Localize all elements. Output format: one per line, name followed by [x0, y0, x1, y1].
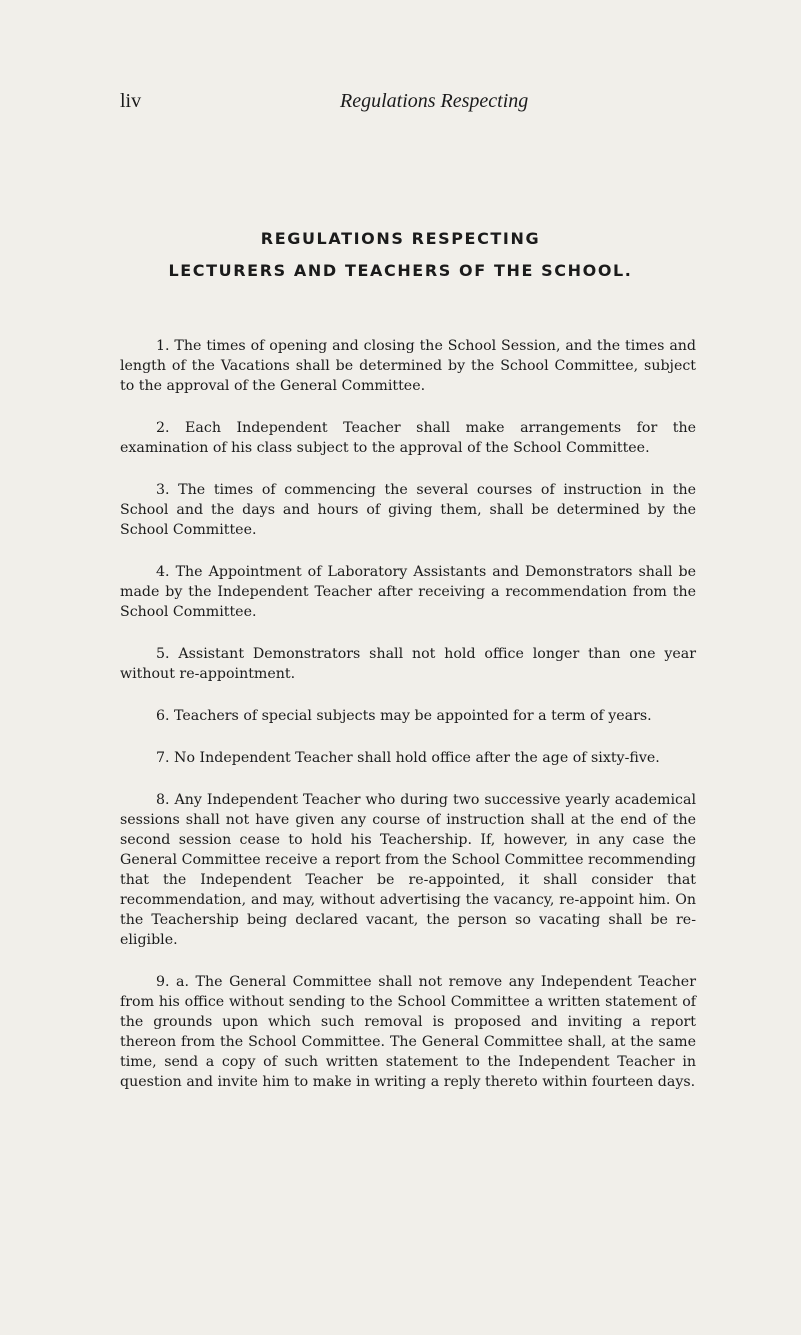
regulation-5: 5. Assistant Demonstrators shall not hold office longer than one year without re-appointment. — [120, 646, 696, 682]
regulation-4: 4. The Appointment of Laboratory Assistants and Demonstrators shall be made by the Independent Teacher after receiving a recommendation from the School Committee. — [120, 564, 696, 620]
section-title-line-1: REGULATIONS RESPECTING — [260, 229, 541, 248]
running-head — [0, 90, 801, 120]
regulation-8: 8. Any Independent Teacher who during two successive yearly academical sessions shall not have given any course of instruction shall at the end of the second session cease to hold his Teachership. If, however, in any case the General Committee receive a report from the School Committee recommending that the Independent Teacher be re-appointed, it shall consider that recommendation, and may, without advertising the vacancy, re-appoint him. On the Teachership being declared vacant, the person so vacating shall be re-eligible. — [120, 792, 696, 948]
regulation-3: 3. The times of commencing the several courses of instruction in the School and the days and hours of giving them, shall be determined by the School Committee. — [120, 482, 696, 538]
regulations-body — [120, 336, 696, 1112]
regulation-6: 6. Teachers of special subjects may be appointed for a term of years. — [156, 708, 652, 724]
regulation-1: 1. The times of opening and closing the School Session, and the times and length of the Vacations shall be determined by the School Committee, subject to the approval of the General Committee. — [120, 338, 696, 394]
running-title: Regulations Respecting — [340, 90, 529, 112]
page-number: liv — [120, 90, 142, 112]
regulation-9a: 9. a. The General Committee shall not remove any Independent Teacher from his office without sending to the School Committee a written statement of the grounds upon which such removal is proposed and inviting a report thereon from the School Committee. The General Committee shall, at the same time, send a copy of such written statement to the Independent Teacher in question and invite him to make in writing a reply thereto within fourteen days. — [120, 974, 696, 1090]
regulation-7: 7. No Independent Teacher shall hold office after the age of sixty-five. — [156, 750, 660, 766]
regulation-2: 2. Each Independent Teacher shall make arrangements for the examination of his class subject to the approval of the School Committee. — [120, 420, 696, 456]
section-title-line-2: LECTURERS AND TEACHERS OF THE SCHOOL. — [168, 261, 633, 280]
